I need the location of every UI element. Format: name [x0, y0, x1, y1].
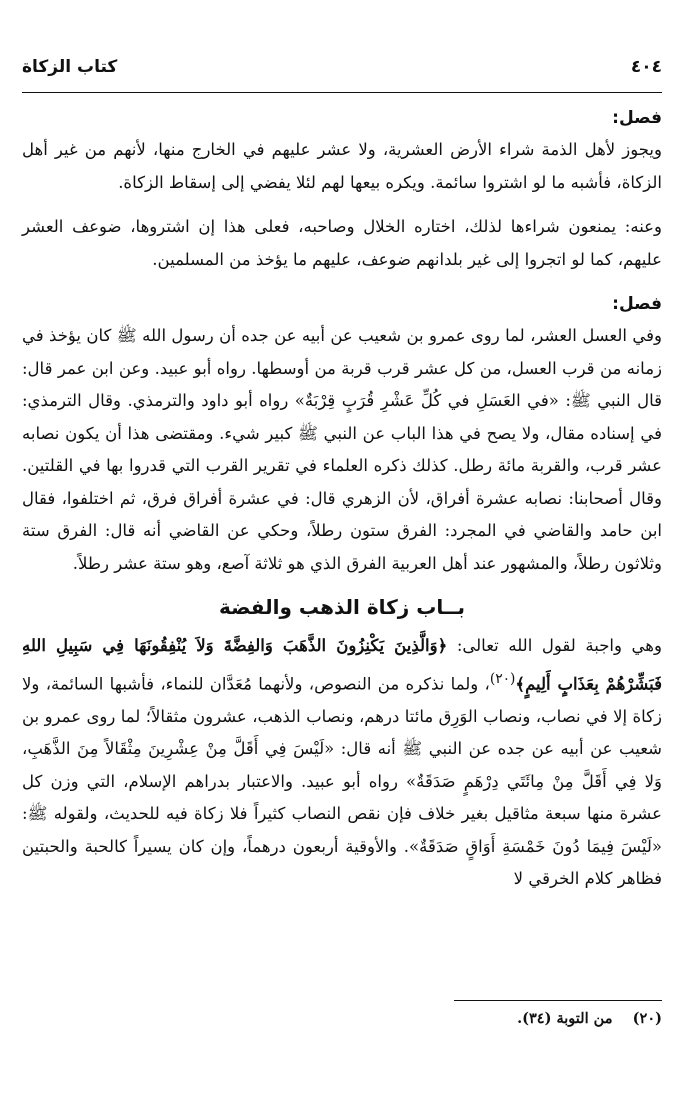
paragraph-3: وفي العسل العشر، لما روى عمرو بن شعيب عن أبيه عن جده أن رسول الله ﷺ كان يؤخذ في زمانه من قرب العسل، من كل عشر قرب قربة من أوسطها. رواه أبو عبيد. وعن ابن عمر قال: قال النبي ﷺ: «في العَسَلِ في كُلِّ عَشْرِ قُرَبٍ قِرْبَةٌ» رواه أبو داود والترمذي. وقال الترمذي: في إسناده مقال، ولا يصح في هذا الباب عن النبي ﷺ كبير شيء. ومقتضى هذا أن يكون نصابه عشر قرب، والقربة مائة رطل. كذلك ذكره العلماء في تقرير القرب التي قدروا بها في القلتين. وقال أصحابنا: نصابه عشرة أفراق، لأن الزهري قال: في عشرة أفراق فرق، ثم اختلفوا، فقال ابن حامد والقاضي في المجرد: الفرق ستون رطلاً، وحكي عن القاضي أنه قال: الفرق ستة وثلاثون رطلاً، والمشهور عند أهل العربية الفرق الذي هو ثلاثة آصع، وهو ستة عشر رطلاً.: [22, 326, 662, 573]
footnote-rule: [454, 1000, 662, 1001]
header-rule: [22, 92, 662, 93]
footnote-number: (٢٠): [632, 1010, 662, 1027]
page-number: ٤٠٤: [630, 57, 662, 77]
chapter-paragraph: [22, 630, 662, 896]
document-page: [22, 0, 662, 1098]
footnote: [22, 1010, 662, 1027]
verse-footnote-ref: (٢٠): [489, 670, 516, 687]
chapter-intro: وهي واجبة لقول الله تعالى:: [456, 636, 662, 655]
section-heading-2: فصل:: [612, 294, 662, 314]
book-title: كتاب الزكاة: [22, 57, 118, 77]
quran-verse: ﴿وَالَّذِينَ يَكْنِزُونَ الذَّهَبَ وَالفِضَّةَ وَلاَ يُنْفِقُونَهَا فِي سَبِيلِ اللهِ فَبَشِّرْهُمْ بِعَذَابٍ أَلِيمٍ﴾: [22, 636, 662, 693]
section-heading-1: فصل:: [612, 108, 662, 128]
footnote-text: من التوبة (٣٤).: [517, 1010, 613, 1027]
page-body: [22, 102, 662, 896]
paragraph-1: ويجوز لأهل الذمة شراء الأرض العشرية، ولا عشر عليهم في الخارج منها، لأنهم من غير أهل الزكاة، فأشبه ما لو اشتروا سائمة. ويكره بيعها لهم لئلا يفضي إلى إسقاط الزكاة.: [22, 140, 662, 192]
running-header: [22, 52, 662, 82]
chapter-body: ، ولما نذكره من النصوص، ولأنهما مُعَدَّان للنماء، فأشبها السائمة، ولا زكاة إلا في نصاب، ونصاب الوَرِق مائتا درهم، ونصاب الذهب، عشرون مثقالاً؛ لما روى عمرو بن شعيب عن أبيه عن جده عن النبي ﷺ أنه قال: «لَيْسَ فِي أَقَلَّ مِنْ عِشْرِينَ مِثْقَالاً مِنَ الذَّهَبِ، وَلا فِي أَقَلَّ مِنْ مِائَتَي دِرْهَمٍ صَدَقَةٌ» رواه أبو عبيد. والاعتبار بدراهم الإسلام، التي وزن كل عشرة منها سبعة مثاقيل بغير خلاف فإن نقص النصاب كثيراً فلا زكاة فيه للحديث، ولقوله ﷺ: «لَيْسَ فِيمَا دُونَ خَمْسَةِ أَوَاقٍ صَدَقَةٌ». والأوقية أربعون درهماً، وإن كان يسيراً كالحبة والحبتين فظاهر كلام الخرقي لا: [22, 674, 662, 888]
paragraph-2: وعنه: يمنعون شراءها لذلك، اختاره الخلال وصاحبه، فعلى هذا إن اشتروها، ضوعف العشر عليهم، كما لو اتجروا إلى غير بلدانهم ضوعف، عليهم ما يؤخذ من المسلمين.: [22, 217, 662, 269]
chapter-title: بــاب زكاة الذهب والفضة: [218, 595, 466, 619]
